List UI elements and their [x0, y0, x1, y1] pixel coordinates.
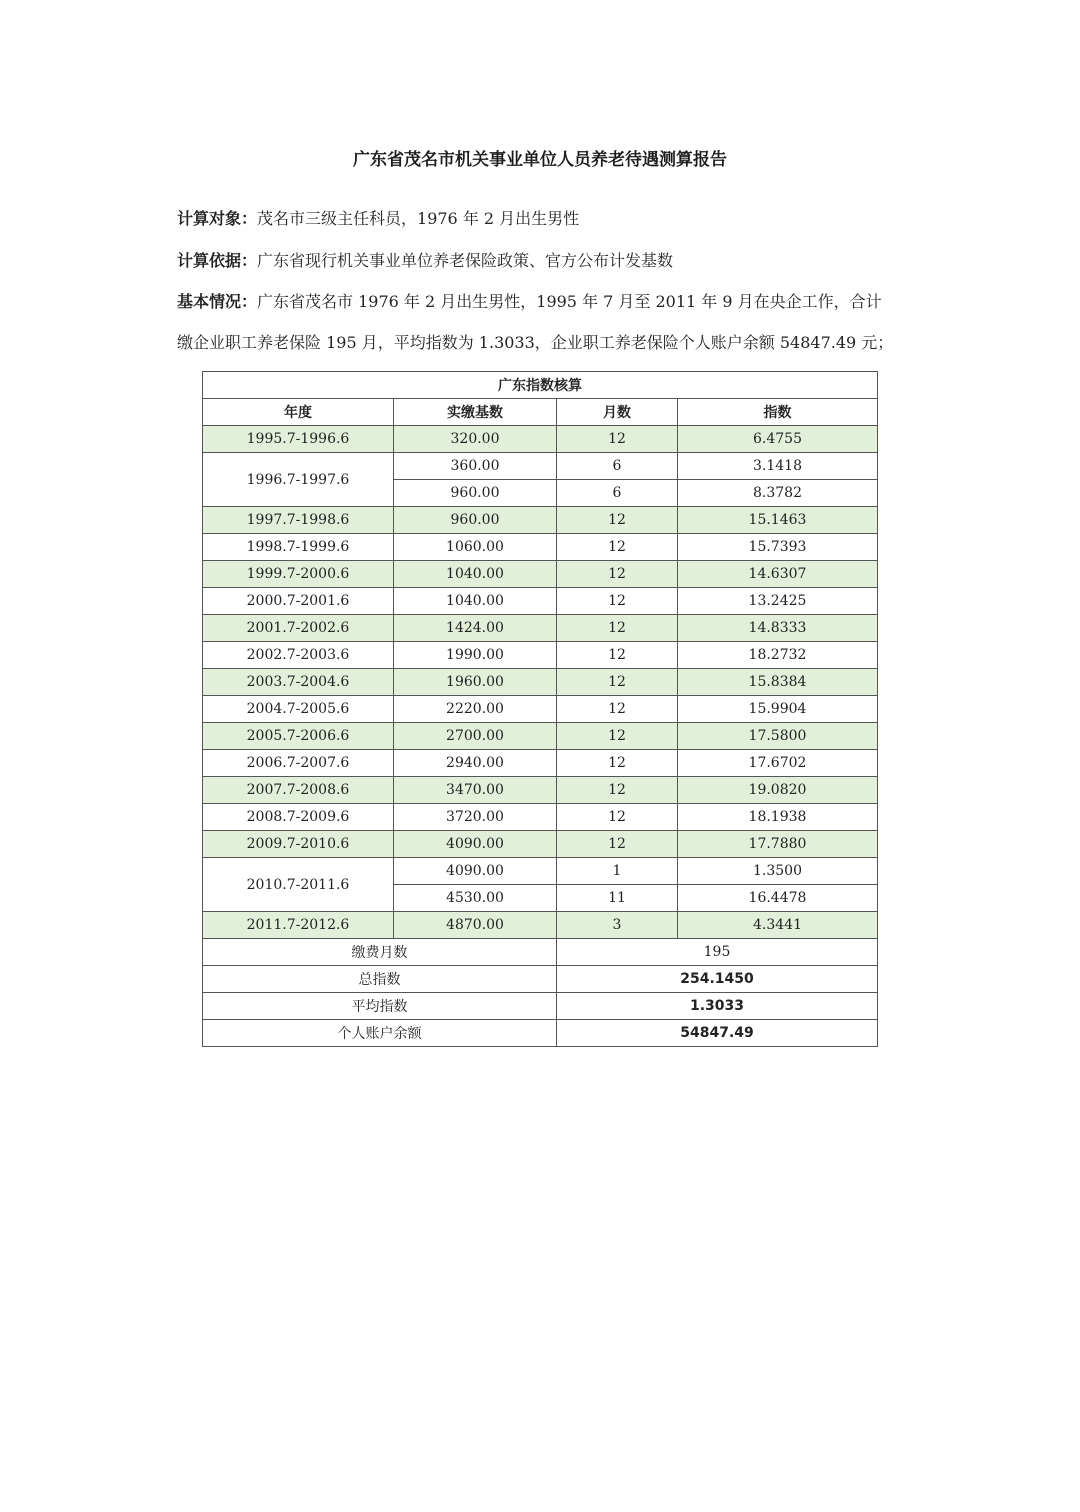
cell-months: 12 — [557, 696, 678, 723]
cell-base: 4530.00 — [394, 885, 557, 912]
table-row — [203, 912, 878, 939]
cell-base: 320.00 — [394, 426, 557, 453]
target-paragraph — [177, 208, 917, 230]
cell-year: 2005.7-2006.6 — [203, 723, 394, 750]
cell-year: 2002.7-2003.6 — [203, 642, 394, 669]
cell-months: 6 — [557, 453, 678, 480]
summary-row — [203, 993, 878, 1020]
cell-index: 4.3441 — [678, 912, 878, 939]
cell-year: 2006.7-2007.6 — [203, 750, 394, 777]
situation-text-line2: 缴企业职工养老保险 195 月，平均指数为 1.3033，企业职工养老保险个人账户余额 54847.49 元； — [177, 333, 894, 352]
table-row — [203, 615, 878, 642]
cell-index: 19.0820 — [678, 777, 878, 804]
cell-base: 3470.00 — [394, 777, 557, 804]
table-row — [203, 534, 878, 561]
cell-year: 2004.7-2005.6 — [203, 696, 394, 723]
cell-base: 1424.00 — [394, 615, 557, 642]
table-row — [203, 750, 878, 777]
cell-index: 15.1463 — [678, 507, 878, 534]
cell-months: 1 — [557, 858, 678, 885]
summary-label: 个人账户余额 — [203, 1020, 557, 1047]
table-row — [203, 723, 878, 750]
summary-label: 平均指数 — [203, 993, 557, 1020]
cell-year: 2001.7-2002.6 — [203, 615, 394, 642]
cell-months: 12 — [557, 615, 678, 642]
table-row — [203, 831, 878, 858]
table-row — [203, 642, 878, 669]
cell-months: 3 — [557, 912, 678, 939]
cell-index: 17.5800 — [678, 723, 878, 750]
cell-index: 17.6702 — [678, 750, 878, 777]
cell-index: 18.2732 — [678, 642, 878, 669]
cell-base: 4090.00 — [394, 858, 557, 885]
cell-base: 3720.00 — [394, 804, 557, 831]
cell-index: 16.4478 — [678, 885, 878, 912]
cell-base: 1990.00 — [394, 642, 557, 669]
cell-year: 2008.7-2009.6 — [203, 804, 394, 831]
cell-index: 18.1938 — [678, 804, 878, 831]
cell-base: 360.00 — [394, 453, 557, 480]
cell-months: 12 — [557, 777, 678, 804]
basis-text: 广东省现行机关事业单位养老保险政策、官方公布计发基数 — [257, 251, 674, 270]
cell-base: 2220.00 — [394, 696, 557, 723]
cell-base: 4090.00 — [394, 831, 557, 858]
basis-paragraph — [177, 250, 917, 272]
table-row — [203, 507, 878, 534]
table-row — [203, 777, 878, 804]
table-row — [203, 588, 878, 615]
index-table — [202, 371, 878, 1047]
cell-months: 12 — [557, 426, 678, 453]
cell-months: 12 — [557, 588, 678, 615]
header-base: 实缴基数 — [394, 399, 557, 426]
cell-index: 14.8333 — [678, 615, 878, 642]
cell-year: 2011.7-2012.6 — [203, 912, 394, 939]
cell-base: 2940.00 — [394, 750, 557, 777]
cell-base: 1040.00 — [394, 561, 557, 588]
target-text: 茂名市三级主任科员，1976 年 2 月出生男性 — [257, 209, 580, 228]
cell-base: 1040.00 — [394, 588, 557, 615]
cell-index: 14.6307 — [678, 561, 878, 588]
summary-row — [203, 939, 878, 966]
cell-year: 1998.7-1999.6 — [203, 534, 394, 561]
summary-row — [203, 1020, 878, 1047]
cell-year: 2000.7-2001.6 — [203, 588, 394, 615]
summary-label: 总指数 — [203, 966, 557, 993]
header-index: 指数 — [678, 399, 878, 426]
cell-months: 12 — [557, 534, 678, 561]
cell-year: 1995.7-1996.6 — [203, 426, 394, 453]
cell-index: 6.4755 — [678, 426, 878, 453]
cell-index: 15.7393 — [678, 534, 878, 561]
cell-months: 11 — [557, 885, 678, 912]
header-months: 月数 — [557, 399, 678, 426]
cell-year: 2007.7-2008.6 — [203, 777, 394, 804]
cell-index: 3.1418 — [678, 453, 878, 480]
cell-index: 15.8384 — [678, 669, 878, 696]
table-header-row — [203, 399, 878, 426]
situation-paragraph — [177, 291, 917, 313]
cell-base: 1960.00 — [394, 669, 557, 696]
table-row — [203, 561, 878, 588]
cell-year: 1999.7-2000.6 — [203, 561, 394, 588]
cell-months: 6 — [557, 480, 678, 507]
cell-index: 1.3500 — [678, 858, 878, 885]
cell-index: 17.7880 — [678, 831, 878, 858]
summary-label: 缴费月数 — [203, 939, 557, 966]
cell-base: 960.00 — [394, 480, 557, 507]
situation-text-line1: 广东省茂名市 1976 年 2 月出生男性，1995 年 7 月至 2011 年 9 月在央企工作，合计 — [257, 292, 882, 311]
table-row — [203, 453, 878, 480]
cell-year: 2009.7-2010.6 — [203, 831, 394, 858]
cell-months: 12 — [557, 723, 678, 750]
summary-value: 254.1450 — [557, 966, 878, 993]
summary-value: 195 — [557, 939, 878, 966]
cell-months: 12 — [557, 507, 678, 534]
cell-months: 12 — [557, 804, 678, 831]
table-caption: 广东指数核算 — [203, 372, 878, 399]
cell-base: 1060.00 — [394, 534, 557, 561]
basis-label: 计算依据： — [177, 251, 258, 270]
cell-index: 13.2425 — [678, 588, 878, 615]
cell-year: 1996.7-1997.6 — [203, 453, 394, 507]
cell-months: 12 — [557, 831, 678, 858]
cell-base: 960.00 — [394, 507, 557, 534]
header-year: 年度 — [203, 399, 394, 426]
cell-base: 4870.00 — [394, 912, 557, 939]
cell-months: 12 — [557, 642, 678, 669]
table-row — [203, 426, 878, 453]
situation-paragraph-continued — [177, 332, 917, 354]
summary-value: 54847.49 — [557, 1020, 878, 1047]
summary-row — [203, 966, 878, 993]
cell-year: 2003.7-2004.6 — [203, 669, 394, 696]
cell-index: 8.3782 — [678, 480, 878, 507]
table-row — [203, 804, 878, 831]
cell-year: 2010.7-2011.6 — [203, 858, 394, 912]
table-row — [203, 669, 878, 696]
table-row — [203, 696, 878, 723]
target-label: 计算对象： — [177, 209, 258, 228]
situation-label: 基本情况： — [177, 292, 258, 311]
table-row — [203, 858, 878, 885]
cell-year: 1997.7-1998.6 — [203, 507, 394, 534]
cell-months: 12 — [557, 669, 678, 696]
report-title: 广东省茂名市机关事业单位人员养老待遇测算报告 — [353, 150, 727, 170]
cell-months: 12 — [557, 750, 678, 777]
cell-base: 2700.00 — [394, 723, 557, 750]
cell-index: 15.9904 — [678, 696, 878, 723]
summary-value: 1.3033 — [557, 993, 878, 1020]
cell-months: 12 — [557, 561, 678, 588]
